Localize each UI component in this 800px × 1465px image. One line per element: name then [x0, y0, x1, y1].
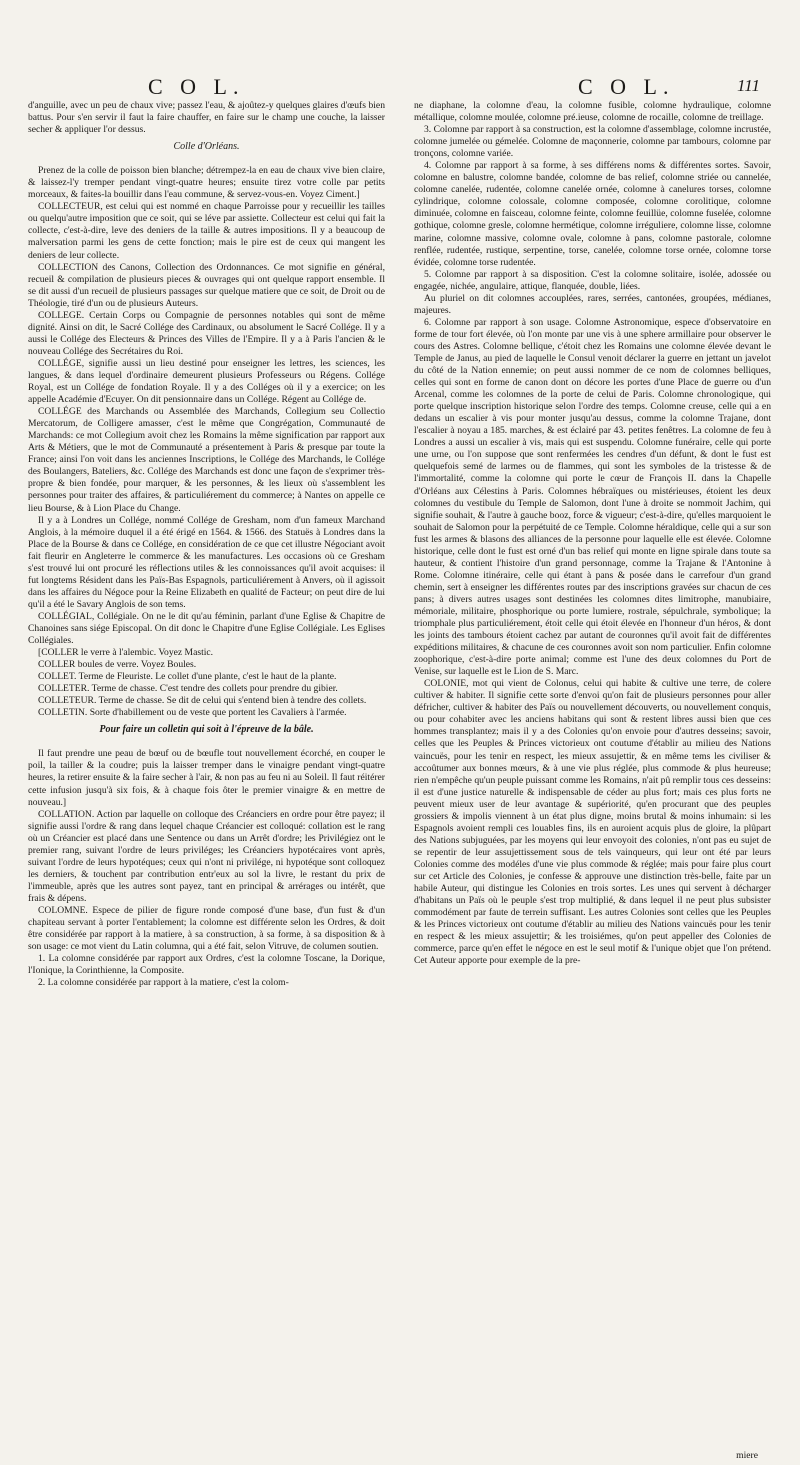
- page-number: 111: [737, 76, 760, 95]
- paragraph: 2. La colomne considérée par rapport à la matiere, c'est la colom-: [38, 977, 289, 989]
- entry-collection: COLLECTION des Canons, Collection des Ordonnances. Ce mot signifie en général, recueil & compilation de plusieurs pieces & ouvrages qui ont quelque rapport ensemble. Il se dit aussi d'un recueil de plusieurs passages sur quelque matiere que ce soit, de Droit ou de Théologie, tiré d'un ou de plusieurs Auteurs.: [28, 261, 385, 309]
- entry-colomne: COLOMNE. Espece de pilier de figure ronde composé d'une base, d'un fust & d'un chapiteau servant à porter l'entablement; la colomne est différente selon les Ordres, & doit être considérée par rapport à la matiere, à sa construction, à sa forme, à sa disposition & à son usage: ce mot vient du Latin columna, qui a été fait, selon Vitruve, de columen soutien.: [28, 905, 385, 953]
- entry-colletin: COLLETIN. Sorte d'habillement ou de veste que portent les Cavaliers à l'armée.: [38, 707, 347, 719]
- entry-collet: COLLET. Terme de Fleuriste. Le collet d'une plante, c'est le haut de la plante.: [38, 671, 337, 683]
- paragraph: Il y a à Londres un Collége, nommé Collége de Gresham, nom d'un fameux Marchand Anglois, à la mémoire duquel il a été érigé en 1564. & 1566. des Statuës à Londres dans la Place de la Bourse & dans ce Collége, en considération de ce que cet illustre Négociant avoit fait fleurir en Angleterre le commerce & les manufactures. Les occasions où ce Gresham s'est trouvé lui ont procuré les réflections utiles & les connoissances qu'il avoit acquises: il fut longtems Résident dans les Païs-Bas Espagnols, particuliérement à Anvers, où il agissoit dans les affaires du Négoce pour la Reine Elizabeth en qualité de Facteur; on peut dire de lui qu'il a été le Savary Anglois de son tems.: [28, 514, 385, 610]
- paragraph: Au pluriel on dit colomnes accouplées, rares, serrées, cantonées, groupées, médianes, majeures.: [414, 292, 771, 316]
- entry-colleteur: COLLETEUR. Terme de chasse. Se dit de celui qui s'entend bien à tendre des collets.: [38, 695, 367, 707]
- entry-coller-verre: [COLLER le verre à l'alembic. Voyez Mastic.: [38, 647, 214, 659]
- paragraph: 4. Colomne par rapport à sa forme, à ses différens noms & différentes sortes. Savoir, colomne en balustre, colomne bandée, colomne de bas relief, colomne striée ou cannelée, colomne canelée, rudentée, colomne canelée ornée, colomne à canelures torses, colomne cylindrique, colomne colossale, colomne composée, colomne corolitique, colomne diminuée, colomne en faisceau, colomne feinte, colomne feuillüe, colomne fuselée, colomne gothique, colomne gresle, colomne hermétique, colomne irréguliere, colomne lisse, colomne marine, colomne massive, colomne ovale, colomne à pans, colomne pastorale, colomne renflée, rudentée, rustique, serpentine, torse, canelée, colomne torse ornée, colomne torse évidée, colomne torse rudentée.: [414, 160, 771, 268]
- paragraph: d'anguille, avec un peu de chaux vive; passez l'eau, & ajoûtez-y quelques glaires d'œufs bien battus. Pour s'en servir il faut la faire chauffer, en faire sur le champ une couche, la laisser secher & appliquer l'or dessus.: [28, 100, 385, 136]
- section-heading: Pour faire un colletin qui soit à l'épreuve de la bâle.: [99, 724, 314, 736]
- paragraph: 5. Colomne par rapport à sa disposition. C'est la colomne solitaire, isolée, adossée ou engagée, nichée, angulaire, attique, flanquée, double, liées.: [414, 268, 771, 292]
- paragraph: ne diaphane, la colomne d'eau, la colomne fusible, colomne hydraulique, colomne métallique, colomne moulée, colomne pré.ieuse, colomne de rocaille, colomne de treillage.: [414, 100, 771, 124]
- entry-colleter: COLLETER. Terme de chasse. C'est tendre des collets pour prendre du gibier.: [38, 683, 338, 695]
- entry-coller-boules: COLLER boules de verre. Voyez Boules.: [38, 659, 197, 671]
- left-column: [28, 100, 385, 1445]
- right-column: [414, 100, 771, 1445]
- catchword: miere: [736, 1450, 758, 1461]
- entry-collation: COLLATION. Action par laquelle on colloque des Créanciers en ordre pour être payez; il signifie aussi l'ordre & rang dans lequel chaque Créancier est colloqué: collation est le rang où un Créancier est placé dans une Sentence ou dans un Arrêt d'ordre; les Privilégiez ont le premier rang, suivant l'ordre de leurs priviléges; les Créanciers hypotécaires vont après, suivant l'ordre de leurs hypotéques; ceux qui n'ont ni privilége, ni hypotéque sont colloquez les derniers, & touchent par contribution entr'eux au sol la livre, le restant du prix de l'immeuble, après que les autres sont payez, tant en principal & arrérages ou intérêt, que frais & dépens.: [28, 808, 385, 904]
- entry-colonie: COLONIE, mot qui vient de Colonus, celui qui habite & cultive une terre, de colere cultiver & habiter. Il signifie cette sorte d'envoi qu'on fait de plusieurs personnes pour aller défricher, cultiver & habiter des Païs ou nouvellement découverts, ou nouvellement conquis, ou pour cohabiter avec les anciens habitans qui sont & restent libres aussi bien que ces hommes transplantez; mais il y a des Colonies qu'on envoie pour d'autres desseins; savoir, celles que les Peuples & Princes victorieux ont coutume d'établir au milieu des Nations vaincuës, pour les tenir en respect, les mieux assujettir, & en même tems les civiliser & accoûtumer aux bonnes mœurs, & à une vie plus réglée, plus commode & plus heureuse; rien n'empêche qu'un peuple puissant comme les Romains, n'ait pû remplir tous ces desseins: il est d'une justice naturelle & indispensable de céder au plus fort; mais ces plus forts ne peuvent mieux user de leur avantage & supériorité, qu'en procurant que des peuples grossiers & impolis viennent à un état plus digne, moins brutal & moins inhumain: si les Espagnols avoient rempli ces louables fins, ils en auroient acquis plus de gloire, la plûpart des Nations subjuguées, par les moyens qui leur envoyoit des colonies, n'ont pas eu sujet de se repentir de leur assujettissement sous de tels vainqueurs, qui leur ont été par leurs Colonies comme des modéles d'une vie plus commode & réglée; mais pour faire plus court sur cet Article des Colonies, je confesse & approuve une distinction très-belle, faite par un habile Auteur, qui distingue les Colonies en trois sortes. Les unes qui servent à décharger d'habitans un Païs où le peuple s'est trop multiplié, & dans lequel il ne peut plus subsister commodément par faute de terrein suffisant. Les autres Colonies sont celles que les Peuples & les Princes victorieux ont coutume d'établir au milieu des Nations vaincuës pour les tenir en respect & les mieux assujettir; & les troisiémes, qu'on peut appeller des Colonies de commerce, parce qu'en effet le négoce en est le seul motif & l'unique objet que l'on prétend. Cet Auteur apporte pour exemple de la pre-: [414, 678, 771, 967]
- section-heading: Colle d'Orléans.: [173, 141, 240, 153]
- paragraph: Il faut prendre une peau de bœuf ou de bœufle tout nouvellement écorché, en couper le poil, la tailler & la coudre; puis la laisser tremper dans le vinaigre pendant vingt-quatre heures, la retirer ensuite & la faire secher à l'air, & non pas au feu ni au Soleil. Il faut réitérer cette infusion jusqu'à six fois, & à chaque fois ôter le premier vinaigre & en mettre de nouveau.]: [28, 748, 385, 808]
- paragraph: 1. La colomne considérée par rapport aux Ordres, c'est la colomne Toscane, la Dorique, l'Ionique, la Corinthienne, la Composite.: [28, 953, 385, 977]
- right-running-head: C O L.: [578, 74, 675, 99]
- entry-college: COLLEGE. Certain Corps ou Compagnie de personnes notables qui sont de même dignité. Ainsi on dit, le Sacré Collége des Cardinaux, ou absolument le Sacré Collége. Il y a aussi le Collége des Electeurs & Princes des Villes de l'Empire. Il y a à Paris l'ancien & le nouveau Collége des Secrétaires du Roi.: [28, 309, 385, 357]
- left-running-head: C O L.: [148, 74, 245, 99]
- entry-collecteur: COLLECTEUR, est celui qui est nommé en chaque Parroisse pour y recueillir les tailles ou quelqu'autre imposition que ce soit, qui se léve par assiette. Collecteur est celui qui fait la collecte, c'est-à-dire, leve des deniers de la taille & autres impositions. Il y a beaucoup de malversation parmi les gens de cette fonction; mais le pire est de ceux qui mangent les deniers de leur collecte.: [28, 201, 385, 261]
- paragraph: Prenez de la colle de poisson bien blanche; détrempez-la en eau de chaux vive bien claire, & laissez-l'y tremper pendant vingt-quatre heures; ensuite tirez votre colle par petits morceaux, & faites-la bouillir dans l'eau commune, & servez-vous-en. Voyez Ciment.]: [28, 165, 385, 201]
- paragraph: 3. Colomne par rapport à sa construction, est la colomne d'assemblage, colomne incrustée, colomne jumelée ou gémelée. Colomne de maçonnerie, colomne par tambours, colomne par tronçons, colomne variée.: [414, 124, 771, 160]
- entry-college-lieu: COLLÉGE, signifie aussi un lieu destiné pour enseigner les lettres, les sciences, les langues, & dans lequel d'ordinaire demeurent plusieurs Professeurs ou Régens. Collége Royal, est un Collége de fondation Royale. Il y a des Colléges où il y a exercice; on les appelle Académie d'Ecuyer. On dit pensionnaire dans un Collége. Régent au Collége de.: [28, 357, 385, 406]
- paragraph: 6. Colomne par rapport à son usage. Colomne Astronomique, espece d'observatoire en forme de tour fort élevée, où l'on monte par une vis à une sphere armillaire pour observer le cours des Astres. Colomne bellique, c'étoit chez les Romains une colomne élevée devant le Temple de Janus, au pied de laquelle le Consul venoit déclarer la guerre en jettant un javelot du côté de la Nation ennemie; on peut aussi nommer de ce nom de colomnes belliques, celles qui sont en forme de canon dont on décore les portes d'une Place de guerre ou d'un Arcenal, comme les colomnes de la porte de celui de Paris. Colomne chronologique, qui porte quelque inscription historique selon l'ordre des temps. Colomne creuse, celle qui a en dedans un escalier à vis pour monter jusqu'au dessus, comme la colomne Trajane, dont l'escalier à noyau a 185. marches, & est éclairé par 43. petites fenêtres. La colomne de feu à Londres a aussi un escalier à vis, mais qui est suspendu. Colomne funéraire, celle qui porte une urne, ou l'on suppose que sont renfermées les cendres d'un défunt, & dont le fust est quelquefois semé de larmes ou de flammes, qui sont les symboles de la tristesse & de l'immortalité, comme la colomne qui porte le cœur de François II. dans la Chapelle d'Orléans aux Célestins à Paris. Colomnes hébraïques ou mistérieuses, étoient les deux colomnes du vestibule du Temple de Salomon, dont l'une à droite se nommoit Jachim, qui signifie souhait, & l'autre à gauche booz, force & vigueur; c'est-à-dire, qu'elles marquoient le souhait de Salomon pour la perpétuité de ce Temple. Colomne héraldique, celle qui a sur son fust les armes & blasons des alliances de la personne pour laquelle elle est élevée. Colomne historique, celle dont le fust est orné d'un bas relief qui monte en ligne spirale dans toute sa hauteur, & contient l'histoire d'un grand personnage, comme la Trajane & l'Antonine à Rome. Colomne itinéraire, celle qui étant à pans & posée dans le carrefour d'un grand chemin, sert à enseigner les différentes routes par des inscriptions gravées sur chacun de ces pans; à divers autres usages sont destinées les colomnes dites limitrophe, manubiaire, mémoriale, militaire, phosphorique ou porte lumiere, rostrale, sépulchrale, symbolique; la triomphale plus particuliérement, étoit celle qui étoit élevée en l'honneur d'un héros, & dont les joints des tambours étoient cachez par autant de couronnes qu'il avoit fait de différentes expéditions militaires, & chacune de ces couronnes avoit son nom particulier. Enfin colomne zoophorique, c'est-à-dire porte animal; comme est l'une des deux colomnes du Port de Venise, sur laquelle est le Lion de S. Marc.: [414, 316, 771, 678]
- entry-collegial: COLLÉGIAL, Collégiale. On ne le dit qu'au féminin, parlant d'une Eglise & Chapitre de Chanoines sans siége Episcopal. On dit donc le Chapitre d'une Eglise Collégiale. Les Eglises Collégiales.: [28, 610, 385, 647]
- entry-college-marchands: COLLÉGE des Marchands ou Assemblée des Marchands, Collegium seu Collectio Mercatorum, de Colligere amasser, c'est le même que Congrégation, Communauté de Marchands: ce mot Collegium avoit chez les Romains la même signification par rapport aux Arts & Métiers, que le mot de Communauté a présentement à Paris & presque par toute la France; ainsi l'on voit dans les anciennes Inscriptions, le Collége des Marchands, le Collége des Boulangers, Bateliers, &c. Collége des Marchands est donc une façon de s'exprimer très-propre & bien fondée, pour marquer, & les personnes, & les lieux où s'assemblent les personnes pour traiter des affaires, & particuliérement du commerce; à Nantes on appelle ce lieu Bourse, & à Lion Place du Change.: [28, 406, 385, 514]
